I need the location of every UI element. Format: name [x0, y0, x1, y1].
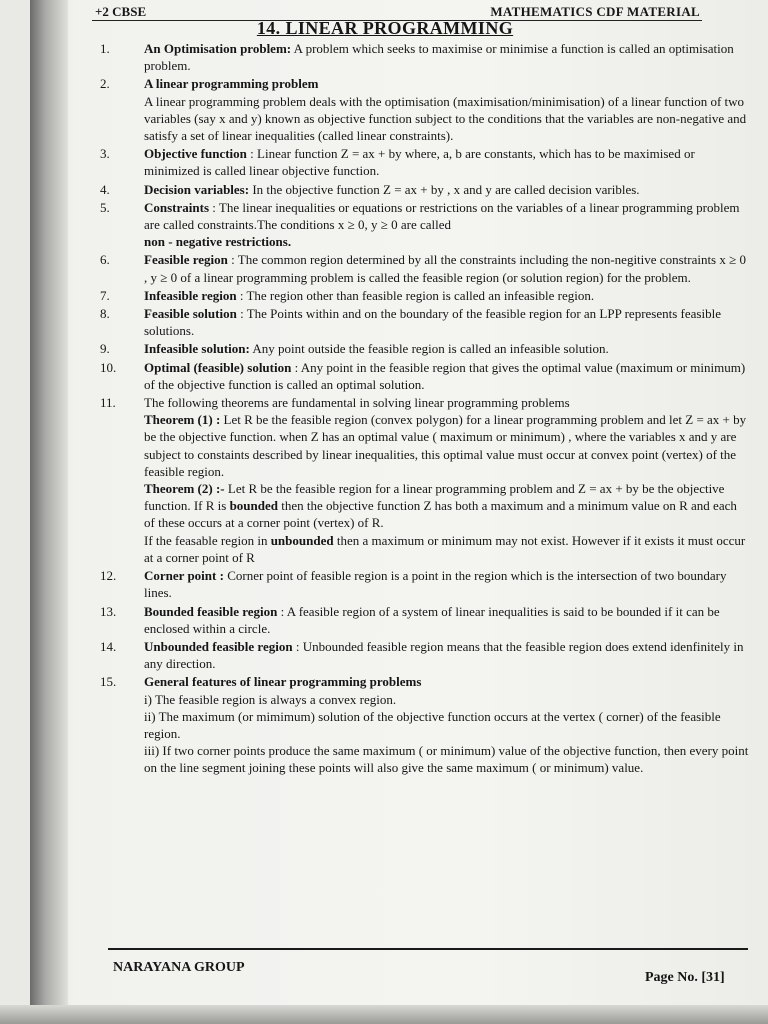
item-extra: non - negative restrictions. [144, 234, 292, 250]
theorem-2-line-a: If the feasable region in [144, 532, 271, 548]
list-item [100, 75, 750, 144]
item-term: Unbounded feasible region [144, 638, 293, 654]
item-text: : The region other than feasible region is called an infeasible region. [236, 287, 595, 303]
item-term: Constraints [144, 199, 210, 215]
chapter-title: 14. LINEAR PROGRAMMING [256, 18, 514, 38]
item-text: Any point outside the feasible region is called an infeasible solution. [249, 341, 609, 357]
item-term: Infeasible region [144, 287, 237, 303]
theorems-intro: The following theorems are fundamental in solving linear programming problems [144, 395, 570, 411]
item-number: 2. [100, 76, 110, 92]
item-text: : Any point in the feasible region that gives the optimal value (maximum or minimum) of the objective function is called an optimal solution. [144, 359, 746, 392]
item-text: : Unbounded feasible region means that the feasible region does extend idenfinitely in any direction. [144, 638, 744, 672]
theorem-2-text-a: Let R be the feasible region for a linear programming problem and Z = ax + by be the objective function. If R is [144, 481, 725, 514]
item-text: : A feasible region of a system of linear inequalities is said to be bounded if it can be enclosed within a circle. [144, 603, 720, 636]
list-item-features [100, 673, 750, 776]
item-number: 15. [100, 674, 117, 690]
item-text: Corner point of feasible region is a point in the region which is the intersection of two boundary lines. [144, 568, 727, 601]
list-item [100, 603, 750, 637]
theorem-2-line-b: then a maximum or minimum may not exist. However if it exists it must occur at a corner point of R [144, 532, 746, 565]
theorem-2-unbounded-word: unbounded [270, 532, 334, 548]
header-course: +2 CBSE [95, 4, 147, 19]
footer-rule [108, 948, 748, 950]
footer-publisher: NARAYANA GROUP [113, 960, 245, 975]
item-term: An Optimisation problem: [144, 41, 292, 56]
item-term: Optimal (feasible) solution [144, 359, 292, 375]
list-item [100, 287, 750, 304]
list-item-theorems [100, 394, 750, 566]
item-text: : The linear inequalities or equations or restrictions on the variables of a linear programming problem are called constraints.The conditions x ≥ 0, y ≥ 0 are called [144, 199, 740, 233]
theorem-2 [144, 480, 750, 532]
page-number: Page No. [31] [645, 970, 725, 985]
theorem-1-label: Theorem (1) : [144, 412, 221, 428]
list-item [100, 40, 750, 74]
page-bottom-edge [0, 1005, 768, 1024]
item-number: 4. [100, 181, 110, 197]
item-number: 12. [100, 568, 117, 584]
list-item [100, 181, 750, 198]
page-binding-shadow [30, 0, 68, 1024]
theorem-1-text: Let R be the feasible region (convex polygon) for a linear programming problem and let Z = ax + by be the objective function. when Z has an optimal value ( maximum or minimum) , where the variables x and y are subject to constaints described by linear inequalities, this optimal value must occur at convex point (vertex) of the feasible region. [144, 412, 747, 479]
item-term: Decision variables: [144, 181, 250, 197]
item-number: 3. [100, 146, 110, 162]
item-term: Objective function [144, 146, 247, 162]
definitions-list [100, 40, 750, 778]
list-item [100, 340, 750, 357]
item-number: 7. [100, 287, 110, 303]
item-term: Infeasible solution: [144, 341, 250, 357]
theorem-1 [144, 411, 750, 480]
item-term: General features of linear programming problems [144, 674, 422, 690]
list-item [100, 305, 750, 339]
item-number: 11. [100, 395, 116, 411]
item-number: 9. [100, 341, 110, 357]
item-number: 14. [100, 638, 117, 654]
item-text: : Linear function Z = ax + by where, a, b are constants, which has to be maximised or minimized is called linear objective function. [144, 146, 695, 179]
item-text: : The common region determined by all the constraints including the non-negitive constraints x ≥ 0 , y ≥ 0 of a linear programming problem is called the feasible region (or solution region) for the problem. [144, 252, 747, 285]
item-text: In the objective function Z = ax + by , x and y are called decision varibles. [249, 181, 640, 197]
item-number: 1. [100, 41, 110, 56]
item-number: 13. [100, 603, 117, 619]
list-item [100, 145, 750, 179]
list-item [100, 567, 750, 601]
item-number: 10. [100, 359, 117, 375]
item-term: A linear programming problem [144, 76, 319, 92]
item-number: 6. [100, 252, 110, 268]
list-item [100, 359, 750, 393]
list-item [100, 638, 750, 672]
item-number: 5. [100, 199, 110, 215]
header-subject: MATHEMATICS CDF MATERIAL [490, 4, 700, 19]
item-text: A linear programming problem deals with the optimisation (maximisation/minimisation) of a linear function of two variables (say x and y) known as objective function subject to the conditions that the variables are non-negative and satisfy a set of linear inequalities (called linear constraints). [144, 93, 747, 144]
feature-3: iii) If two corner points produce the same maximum ( or minimum) value of the objective function, then every point on the line segment joining these points will also give the same maximum ( or minimum) value. [144, 743, 749, 776]
item-text: A problem which seeks to maximise or minimise a function is called an optimisation problem. [144, 41, 734, 74]
item-text: : The Points within and on the boundary of the feasible region for an LPP represents feasible solutions. [144, 306, 721, 339]
item-number: 8. [100, 306, 110, 322]
feature-1: i) The feasible region is always a convex region. [144, 691, 397, 707]
theorem-2-bounded: bounded [229, 498, 278, 514]
feature-2: ii) The maximum (or mimimum) solution of the objective function occurs at the vertex ( corner) of the feasible region. [144, 708, 721, 741]
item-term: Bounded feasible region [144, 603, 278, 619]
theorem-2-unbounded [144, 532, 750, 566]
theorem-2-label: Theorem (2) :- [144, 481, 225, 497]
item-term: Feasible solution [144, 306, 237, 322]
list-item [100, 199, 750, 251]
item-term: Feasible region [144, 252, 228, 268]
list-item [100, 251, 750, 285]
theorem-2-text-b: then the objective function Z has both a maximum and a minimum value on R and each of these occurs at a corner point (vertex) of R. [144, 498, 737, 531]
item-term: Corner point : [144, 568, 224, 584]
